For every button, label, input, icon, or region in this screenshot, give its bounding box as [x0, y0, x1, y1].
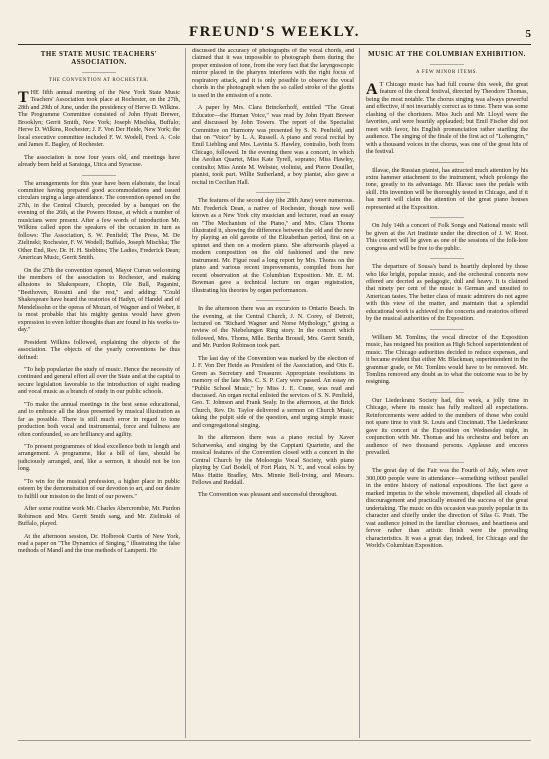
column-2 [192, 48, 354, 738]
section-divider [430, 392, 464, 393]
article-paragraph: THE fifth annual meeting of the New York State Music Teachers' Association took place at Rochester, on the 27th, 28th and 29th of June, under the presidency of Herve D. Wilkins. The Programme Committee consisted of John Hyatt Brewer, Brooklyn; Gerrit Smith, New York; Joseph Mischka, Buffalo; Herve D. Wilkins, Rochester; J. F. Von Der Heide, New York; the local executive committee included F. W. Wodell, Fred. A. Cole and James E. Bagley, of Rochester. [18, 89, 180, 149]
article-paragraph: William M. Tomlins, the vocal director of the Exposition music, has resigned his position as High School superintendent of music. The Chicago authorities decided to reduce expenses, and it became evident that either Mr. Blackman, superintendent in the grammar grade, or Mr. Tomlins would have to be removed. Mr. Tomlins removed any doubt as to what the outcome was to be by resigning. [366, 334, 528, 386]
article-subheading: A FEW MINOR ITEMS. [416, 70, 478, 75]
article-paragraph: At the afternoon session, Dr. Holbrook Curtis of New York, read a paper on "The Dynamics of Singing," illustrating the false methods of Mandl and the true methods of Lamperti. He [18, 533, 180, 555]
heading-divider [82, 72, 116, 73]
article-paragraph: The Convention was pleasant and successful throughout. [198, 492, 338, 499]
article-paragraph: discussed the accuracy of photographs of the vocal chords, and claimed that it was impossible to photograph them during the proper emission of tone, from the very fact that the laryngoscopic mirror placed in the pharynx interferes with the right focus of respiratory attack, and it is only possible to observe the vocal chords in the photograph when the so called stroke of the glottis is used in the emission of a note. [192, 48, 354, 99]
section-divider [430, 162, 464, 163]
article-paragraph: "To win for the musical profession, a higher place in public esteem by the demonstration of our devotion to art, and our desire to fulfill our mission to the limit of our powers." [18, 478, 180, 500]
article-paragraph: The features of the second day (the 28th June) were numerous. Mr. Frederick Dean, a native of Rochester, though now well known as a New York city musician and lecturer, read an essay on "The Mechanism of the Piano," and Mrs. Clara Thoms illustrated it, showing the difference between the old and the new by playing an old gavotte of the Elizabethan period, first on a spinnet and then on a modern piano. She afterwards played a modern composition on the old fashioned and the new instrument. Mr. Figué read a long report by Mrs. Thoms on the piano and various recent improvements, compiled from her recent observation at the Columbian Exposition. Mr. E. M. Bowman gave a technical lecture on organ registration, illustrating his theories by organ performances. [192, 198, 354, 294]
article-paragraph: On the 27th the convention opened, Mayor Curran welcoming the members of the association to Rochester, and making allusions to Shakespeare, Chopin, Ole Bull, Paganini, "Beethoven, Rossini and the rest," and adding: "Could Shakespeare have heard the oratorios of Hadyn, of Handel and of Mendelssohn or the operas of Mozart, of Wagner and of Weber, it is most probable that his mighty genius would have given expression to even loftier thoughts than are found in his works to-day." [18, 267, 180, 334]
article-paragraph: A T Chicago music has had full course this week, the great feature of the choral festival, directed by Theodore Thomas, being the most notable. The chorus singing was always powerful and effective, if not invariably correct as to time. There was some clashing of the choristers. Miss Juch and Mr. Lloyd were the favorites, and were heartily applauded; but Emil Fischer did not meet with favor, his English pronunciation rather startling the audience. The singing of the finale of the first act of "Lohengrin," with a thousand voices in the chorus, was one of the great hits of the festival. [366, 81, 528, 156]
heading-divider [430, 64, 464, 65]
section-divider [256, 192, 290, 193]
section-divider [82, 175, 116, 176]
drop-cap: A [366, 81, 378, 98]
section-divider [430, 462, 464, 463]
page-bottom-rule [18, 740, 531, 741]
article-paragraph: On July 14th a concert of Folk Songs and National music will be given at the Art Institute under the direction of J. W. Root. This concert will be given as one of the sessions of the folk-lore congress and will be free to the public. [366, 223, 528, 252]
page-number: 5 [525, 28, 531, 40]
drop-cap: T [18, 89, 29, 106]
article-paragraph: After some routine work Mr. Charles Abercrombie, Mr. Purdon Robinson and Mrs. Gerrit Smith sang, and Mr. Zielinski of Buffalo, played. [18, 506, 180, 528]
article-paragraph: Our Liederkranz Society had, this week, a jolly time in Chicago, where its music has fully realized all expectations. Reinforcements were added to the numbers of those who could not spare time to visit St. Louis and Cincinnati. The Liederkranz gave its concert at the Exposition on Wednesday night, in conjunction with Mr. Thomas and his orchestra and before an audience of two thousand persons. Applause and encores prevailed. [366, 397, 528, 457]
article-paragraph: The arrangements for this year have been elaborate, the local committee having prepared good accommodations and issued circulars urging a large attendance. The convention opened on the 27th, in the Central Church, preceded by a banquet on the evening of the 26th, at the Powers House, at which a number of musicians were present. After a few words of introduction Mr. Wilkins called upon the speakers of the occasion in turn as follows: The Association, S. W. Penfield; The Press, M. De Zielinski; Rochester, F. W. Wodell; Buffalo, Joseph Mischka; The Other End, Rev. Dr. H. H. Stebbins; The Ladies, Frederick Dean; American Music, Gerrit Smith. [18, 180, 180, 262]
article-paragraph: In the afternoon there was a piano recital by Xaver Scharwenka, and singing by the Cappiani Quartette, and the musical features of the Convention closed with a concert in the Central Church by the Moloorgia Vocal Society, with piano playing by Carl Bodell, of Fort Plain, N. Y., and vocal solos by Miss Hattie Bradley, Mrs. Minnie Bell-Irving, and Messrs. Fellows and Reddall. [192, 435, 354, 487]
article-paragraph: The great day of the Fair was the Fourth of July, when over 300,000 people were in attendance—something without parallel in the entire history of national expositions. The fact gave a marked impetus to the whole movement, dispelled all clouds of discouragement and practically ensured the success of the great undertaking. The music on this occasion was purely popular in its character and chiefly under the direction of Silas G. Pratt. The vast audience joined in the familiar choruses, and heartiness and fervor rather than artistic finish were the prevailing characteristics. It was a great day, indeed, for Chicago and the World's Columbian Exposition. [366, 468, 528, 550]
column-divider [185, 48, 186, 738]
section-divider [430, 329, 464, 330]
article-subheading: THE CONVENTION AT ROCHESTER. [48, 78, 150, 83]
page-header [18, 20, 531, 45]
section-divider [430, 217, 464, 218]
article-paragraph: President Wilkins followed, explaining the objects of the association. The objects of the yearly conventions he thus defined: [18, 339, 180, 361]
article-paragraph: A paper by Mrs. Clara Brinckerhoff, entitled "The Great Educator—the Human Voice," was read by John Hyatt Brewer and discussed by John Towers. The report of the Specialist Committee on Harmony was presented by S. N. Penfield, and that on "Voice" by L. A. Russell. A piano and vocal recital by Emil Liebling and Mrs. Lavinia S. Hawley, contralto, both from Chicago, followed. In the evening there was a concert, in which the Aeolian Quartet, Miss Kate Tyrell, soprano; Miss Hawley, contralto; Miss Annie M. Webster, violinist, and Pierre Douillet, pianist, took part. Willie Sutherland, a boy pianist, also gave a recital in Cecilian Hall. [192, 105, 354, 186]
article-paragraph: Illavac, the Russian pianist, has attracted much attention by his extra hammer attachment to the instrument, which prolongs the tone, greatly to its advantage. Mr. Illavac uses the pedals with skill. His invention will be thoroughly tested in Chicago, and if it has merit will claim the attention of the great piano houses represented at the Exposition. [366, 167, 528, 211]
article-heading: THE STATE MUSIC TEACHERS' ASSOCIATION. [40, 51, 158, 66]
column-divider [359, 48, 360, 738]
column-3 [366, 48, 528, 738]
article-paragraph: "To make the annual meetings in the best sense educational, and to embrace all the ideas presented by musical illustration as far as possible. There is still much error in regard to tone production both vocal and instrumental, force and fullness are often confounded, so are brilliancy and agility. [18, 401, 180, 438]
section-divider [430, 258, 464, 259]
article-paragraph: The association is now four years old, and meetings have already been held at Saratoga, Utica and Syracuse. [18, 154, 180, 169]
article-paragraph: "To help popularize the study of music. Hence the necessity of continued and general effort all over the State and at the capital to secure legislation favorable to the introduction of sight reading and vocal music as a branch of study in our public schools. [18, 366, 180, 396]
article-heading: MUSIC AT THE COLUMBIAN EXHIBITION. [368, 51, 526, 58]
column-1 [18, 48, 180, 738]
section-divider [256, 300, 290, 301]
article-paragraph: The last day of the Convention was marked by the election of J. F. Von Der Heide as President of the Association, and Otis E. Green as Secretary and Treasurer. Appropriate resolutions in memory of the late Mrs. C. S. P. Cary were passed. An essay on "Public School Music," by Miss J. E. Crane, was read and discussed. An organ recital enlisted the services of S. N. Penfield, Geo. T. Johnson and Frank Sealy. In the afternoon, at the Brick Church, Rev. Dr. Taylor delivered a sermon on Church Music, taking the pulpit side of the question, and urging simple music and congregational singing. [192, 355, 354, 429]
article-paragraph: "To present programmes of ideal excellence both in length and arrangement. A programme, like a bill of fare, should be judiciously arranged, and, like a sermon, it should not be too long. [18, 444, 180, 473]
article-paragraph: The departure of Sousa's band is heartily deplored by those who like bright, popular music, and the orchestral concerts now offered are decried as pedagogic, dull and heavy. It is claimed that ninety per cent of the music is German and unsuited to American tastes. The better class of music admirers do not agree with this view of the matter, and maintain that a splendid educational work is achieved in the concerts and oratorios offered by the musical authorities of the Exposition. [366, 264, 528, 323]
article-paragraph: In the afternoon there was an excursion to Ontario Beach. In the evening, at the Central Church, J. N. Corey, of Detroit, lectured on "Richard Wagner and Norse Mythology," giving a review of the Niebelungen Ring story. In the concert which followed, Mrs. Thoms, Mlle. Bertha Brousil, Mrs. Gerrit Smith, and Mr. Purdon Robinson took part. [192, 306, 354, 350]
masthead-title: FREUND'S WEEKLY. [189, 24, 360, 40]
